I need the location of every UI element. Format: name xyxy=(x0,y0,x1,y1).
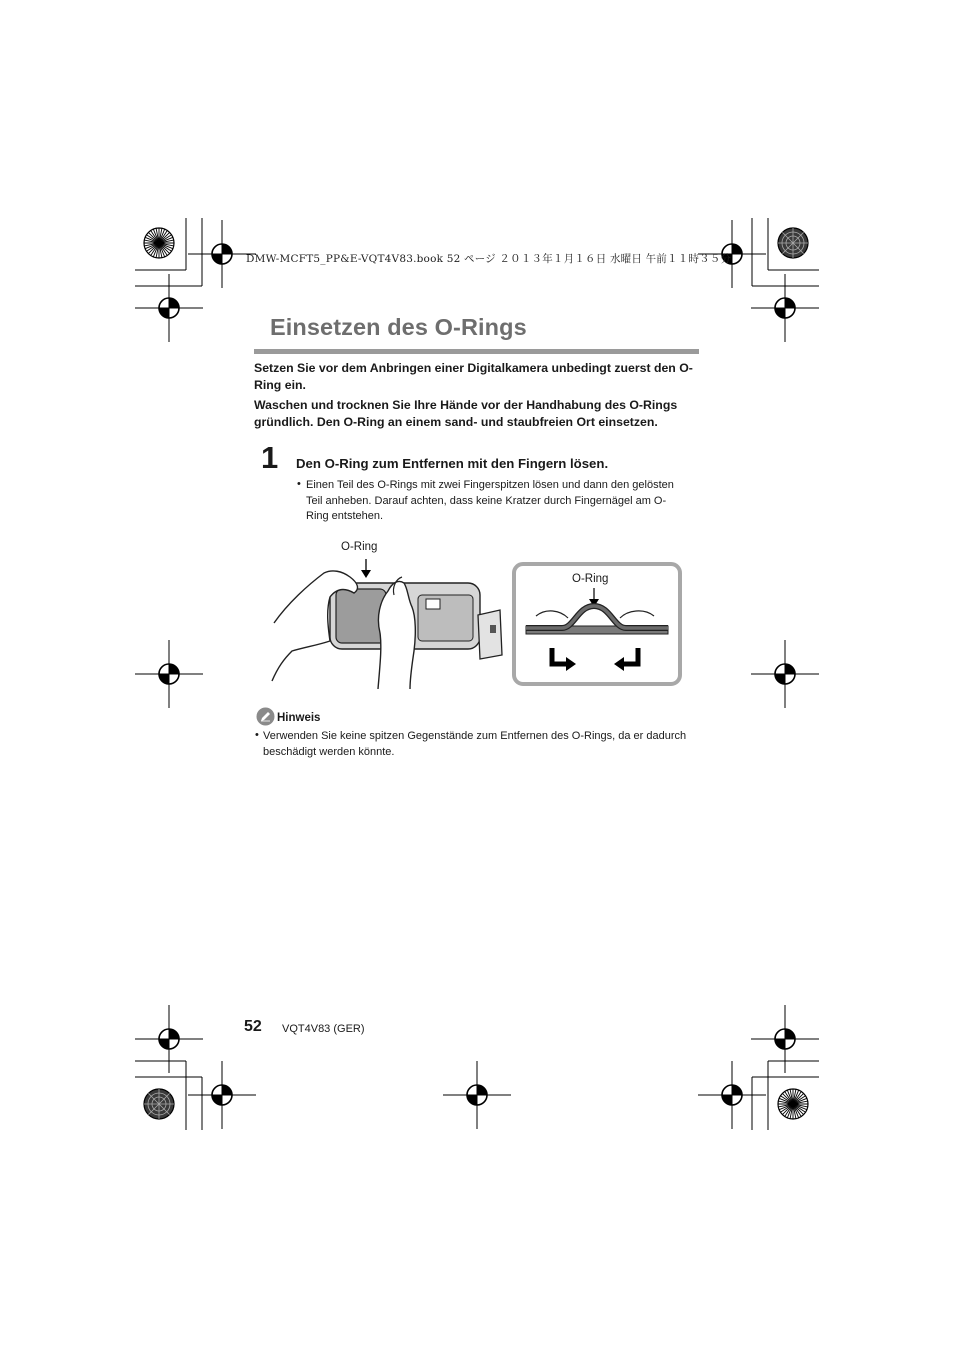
registration-mark-icon xyxy=(188,1061,256,1129)
document-code: VQT4V83 (GER) xyxy=(282,1023,365,1035)
step-instruction: Den O-Ring zum Entfernen mit den Fingern lösen. xyxy=(296,456,609,471)
registration-mark-icon xyxy=(443,1061,511,1129)
bullet-dot: • xyxy=(255,729,259,741)
registration-mark-icon xyxy=(135,274,203,342)
intro-paragraph-1: Setzen Sie vor dem Anbringen einer Digitalkamera unbedingt zuerst den O-Ring ein. xyxy=(254,361,693,392)
registration-mark-icon xyxy=(751,640,819,708)
printer-color-wheel-icon xyxy=(144,228,174,258)
bullet-dot: • xyxy=(297,478,301,490)
registration-mark-icon xyxy=(698,1061,766,1129)
printer-color-wheel-icon xyxy=(144,1089,174,1119)
title-rule xyxy=(254,349,699,354)
step-number: 1 xyxy=(261,440,279,475)
registration-mark-icon xyxy=(751,1005,819,1073)
step-bullet-text: Einen Teil des O-Rings mit zwei Fingerspitzen lösen und dann den gelösten Teil anheben. Darauf achten, dass keine Kratzer durch Fingernägel am O-Ring entstehen. xyxy=(306,479,674,522)
note-text: Verwenden Sie keine spitzen Gegenstände zum Entfernen des O-Rings, da er dadurch beschädigt werden könnte. xyxy=(263,730,687,758)
registration-mark-icon xyxy=(135,1005,203,1073)
registration-mark-icon xyxy=(135,640,203,708)
pencil-note-icon xyxy=(256,707,275,726)
file-header-line: DMW-MCFT5_PP&E-VQT4V83.book 52 ページ ２０１３年１月１６日 水曜日 午前１１時３５分 xyxy=(246,253,732,265)
page-number: 52 xyxy=(244,1018,262,1035)
figure-label-o-ring-left: O-Ring xyxy=(341,541,378,553)
note-heading: Hinweis xyxy=(277,712,321,724)
figure-label-o-ring-right: O-Ring xyxy=(572,573,609,585)
intro-paragraph-2: Waschen und trocknen Sie Ihre Hände vor der Handhabung des O-Rings gründlich. Den O-Ring an einem sand- und staubfreien Ort einsetzen. xyxy=(254,398,678,429)
printer-color-wheel-icon xyxy=(778,1089,808,1119)
section-title: Einsetzen des O-Rings xyxy=(270,314,527,340)
hands-removing-o-ring-illustration xyxy=(268,555,508,695)
registration-mark-icon xyxy=(751,274,819,342)
